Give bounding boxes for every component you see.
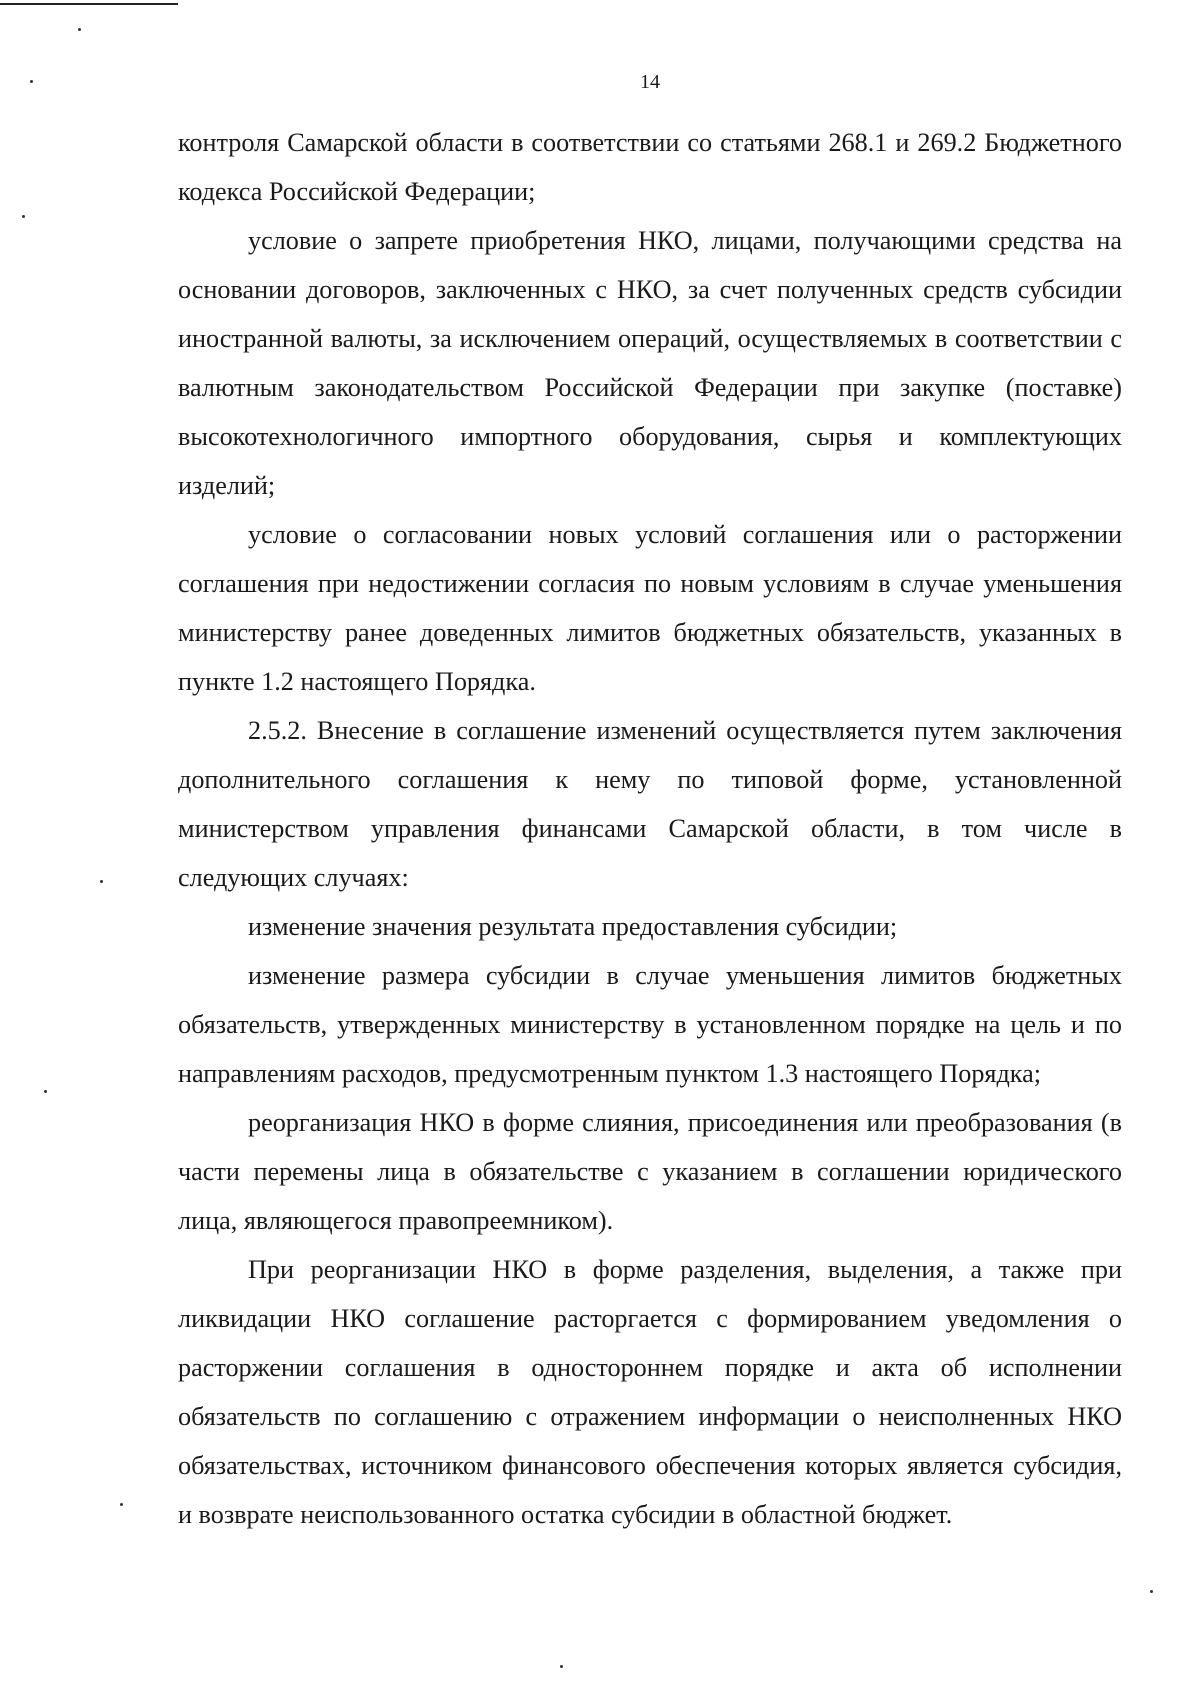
scan-speck [120, 1503, 123, 1506]
scan-edge-line [0, 3, 178, 5]
scan-speck [100, 880, 103, 883]
scan-speck [44, 1090, 47, 1093]
page-number: 14 [640, 71, 660, 93]
paragraph-reorganization: реорганизация НКО в форме слияния, присоединения или преобразования (в части перемены лица в обязательстве с указанием в соглашении юридического лица, являющегося правопреемником). [178, 1108, 1122, 1235]
paragraph-article-reference: контроля Самарской области в соответствии со статьями 268.1 и 269.2 Бюджетного кодекса Российской Федерации; [178, 128, 1122, 206]
paragraph-termination: При реорганизации НКО в форме разделения, выделения, а также при ликвидации НКО соглашение расторгается с формированием уведомления о расторжении соглашения в одностороннем порядке и акта об исполнении обязательств по соглашению с отражением информации о неисполненных НКО обязательствах, источником финансового обеспечения которых является субсидия, и возврате неиспользованного остатка субсидии в областной бюджет. [178, 1255, 1122, 1529]
paragraph-2-5-2-amendments: 2.5.2. Внесение в соглашение изменений осуществляется путем заключения дополнительного соглашения к нему по типовой форме, установленной министерством управления финансами Самарской области, в том числе в следующих случаях: [178, 716, 1122, 892]
scan-speck [560, 1665, 563, 1668]
scan-speck [1150, 1590, 1153, 1593]
paragraph-subsidy-size-change: изменение размера субсидии в случае уменьшения лимитов бюджетных обязательств, утвержденных министерству в установленном порядке на цель и по направлениям расходов, предусмотренным пунктом 1.3 настоящего Порядка; [178, 961, 1122, 1088]
paragraph-new-conditions: условие о согласовании новых условий соглашения или о расторжении соглашения при недостижении согласия по новым условиям в случае уменьшения министерству ранее доведенных лимитов бюджетных обязательств, указанных в пункте 1.2 настоящего Порядка. [178, 520, 1122, 696]
paragraph-result-change: изменение значения результата предоставления субсидии; [248, 912, 898, 941]
document-body [178, 118, 1122, 1539]
scan-speck [78, 28, 81, 31]
paragraph-currency-prohibition: условие о запрете приобретения НКО, лицами, получающими средства на основании договоров, заключенных с НКО, за счет полученных средств субсидии иностранной валюты, за исключением операций, осуществляемых в соответствии с валютным законодательством Российской Федерации при закупке (поставке) высокотехнологичного импортного оборудования, сырья и комплектующих изделий; [178, 226, 1122, 500]
scan-speck [22, 215, 25, 218]
